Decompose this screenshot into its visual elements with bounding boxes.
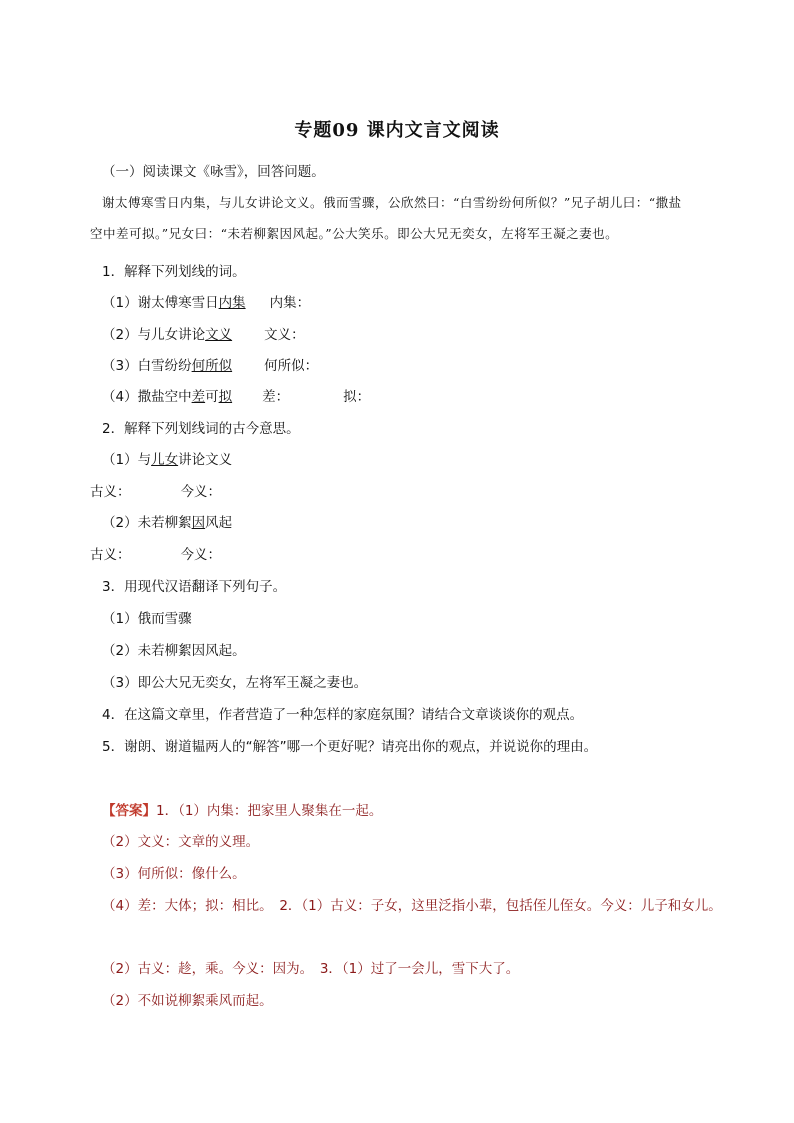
passage-line-2: 空中差可拟。”兄女曰：“未若柳絮因风起。”公大笑乐。即公大兄无奕女，左将军王凝之妻也。 (90, 226, 619, 241)
q1-item-4: （4）撒盐空中差可拟 差： 拟： (102, 389, 371, 405)
q1-item-1: （1）谢太傅寒雪日内集 内集： (102, 295, 311, 311)
answer-blank: 何所似： (264, 358, 319, 374)
q1-item-3: （3）白雪纷纷何所似 何所似： (102, 358, 319, 374)
answer-line-1: 【答案】1．（1）内集：把家里人聚集在一起。 (102, 803, 383, 819)
passage-line-1: 谢太傅寒雪日内集，与儿女讲论文义。俄而雪骤，公欣然曰：“白雪纷纷何所似？”兄子胡儿曰：“撒盐 (102, 195, 682, 210)
underlined-word: 差 (191, 389, 206, 405)
answer-line-6: （2）不如说柳絮乘风而起。 (102, 993, 273, 1009)
answer-blank: 拟： (343, 389, 371, 405)
answer-line-4: （4）差：大体；拟：相比。 2．（1）古义：子女，这里泛指小辈，包括侄儿侄女。今义：儿子和女儿。 (102, 898, 722, 914)
q5: 5．谢朗、谢道韫两人的“解答”哪一个更好呢？请亮出你的观点，并说说你的理由。 (102, 739, 598, 755)
ancient-meaning-blank: 古义： (90, 547, 131, 563)
answer-line-2: （2）文义：文章的义理。 (102, 834, 260, 850)
ancient-meaning-blank: 古义： (90, 484, 131, 500)
answer-tag: 【答案】 (102, 803, 156, 819)
q2-item-2-blanks (90, 545, 221, 565)
q3-item-1: （1）俄而雪骤 (102, 611, 192, 627)
q1-item-2: （2）与儿女讲论文义 文义： (102, 327, 305, 343)
q3-item-2: （2）未若柳絮因风起。 (102, 643, 246, 659)
underlined-word: 内集 (218, 295, 246, 311)
answer-blank: 差： (262, 389, 290, 405)
q1-heading: 1．解释下列划线的词。 (102, 264, 246, 280)
answer-blank: 内集： (269, 295, 311, 311)
classical-passage (90, 187, 710, 249)
underlined-word: 文义 (205, 327, 233, 343)
q2-item-1-blanks (90, 482, 221, 502)
underlined-word: 儿女 (151, 452, 179, 468)
q3-heading: 3．用现代汉语翻译下列句子。 (102, 579, 287, 595)
answer-blank: 文义： (264, 327, 305, 343)
q2-item-2: （2）未若柳絮因风起 (102, 515, 233, 531)
page-title: 专题09 课内文言文阅读 (294, 120, 500, 141)
q2-item-1: （1）与儿女讲论文义 (102, 452, 233, 468)
section-heading: （一）阅读课文《咏雪》，回答问题。 (102, 164, 325, 180)
q3-item-3: （3）即公大兄无奕女，左将军王凝之妻也。 (102, 675, 368, 691)
modern-meaning-blank: 今义： (180, 484, 221, 500)
underlined-word: 拟 (218, 389, 233, 405)
q4: 4．在这篇文章里，作者营造了一种怎样的家庭氛围？请结合文章谈谈你的观点。 (102, 707, 584, 723)
underlined-word: 因 (191, 515, 206, 531)
underlined-word: 何所似 (191, 358, 233, 374)
q2-heading: 2．解释下列划线词的古今意思。 (102, 421, 300, 437)
answer-line-5: （2）古义：趁，乘。今义：因为。 3．（1）过了一会儿，雪下大了。 (102, 961, 520, 977)
modern-meaning-blank: 今义： (180, 547, 221, 563)
answer-line-3: （3）何所似：像什么。 (102, 866, 246, 882)
